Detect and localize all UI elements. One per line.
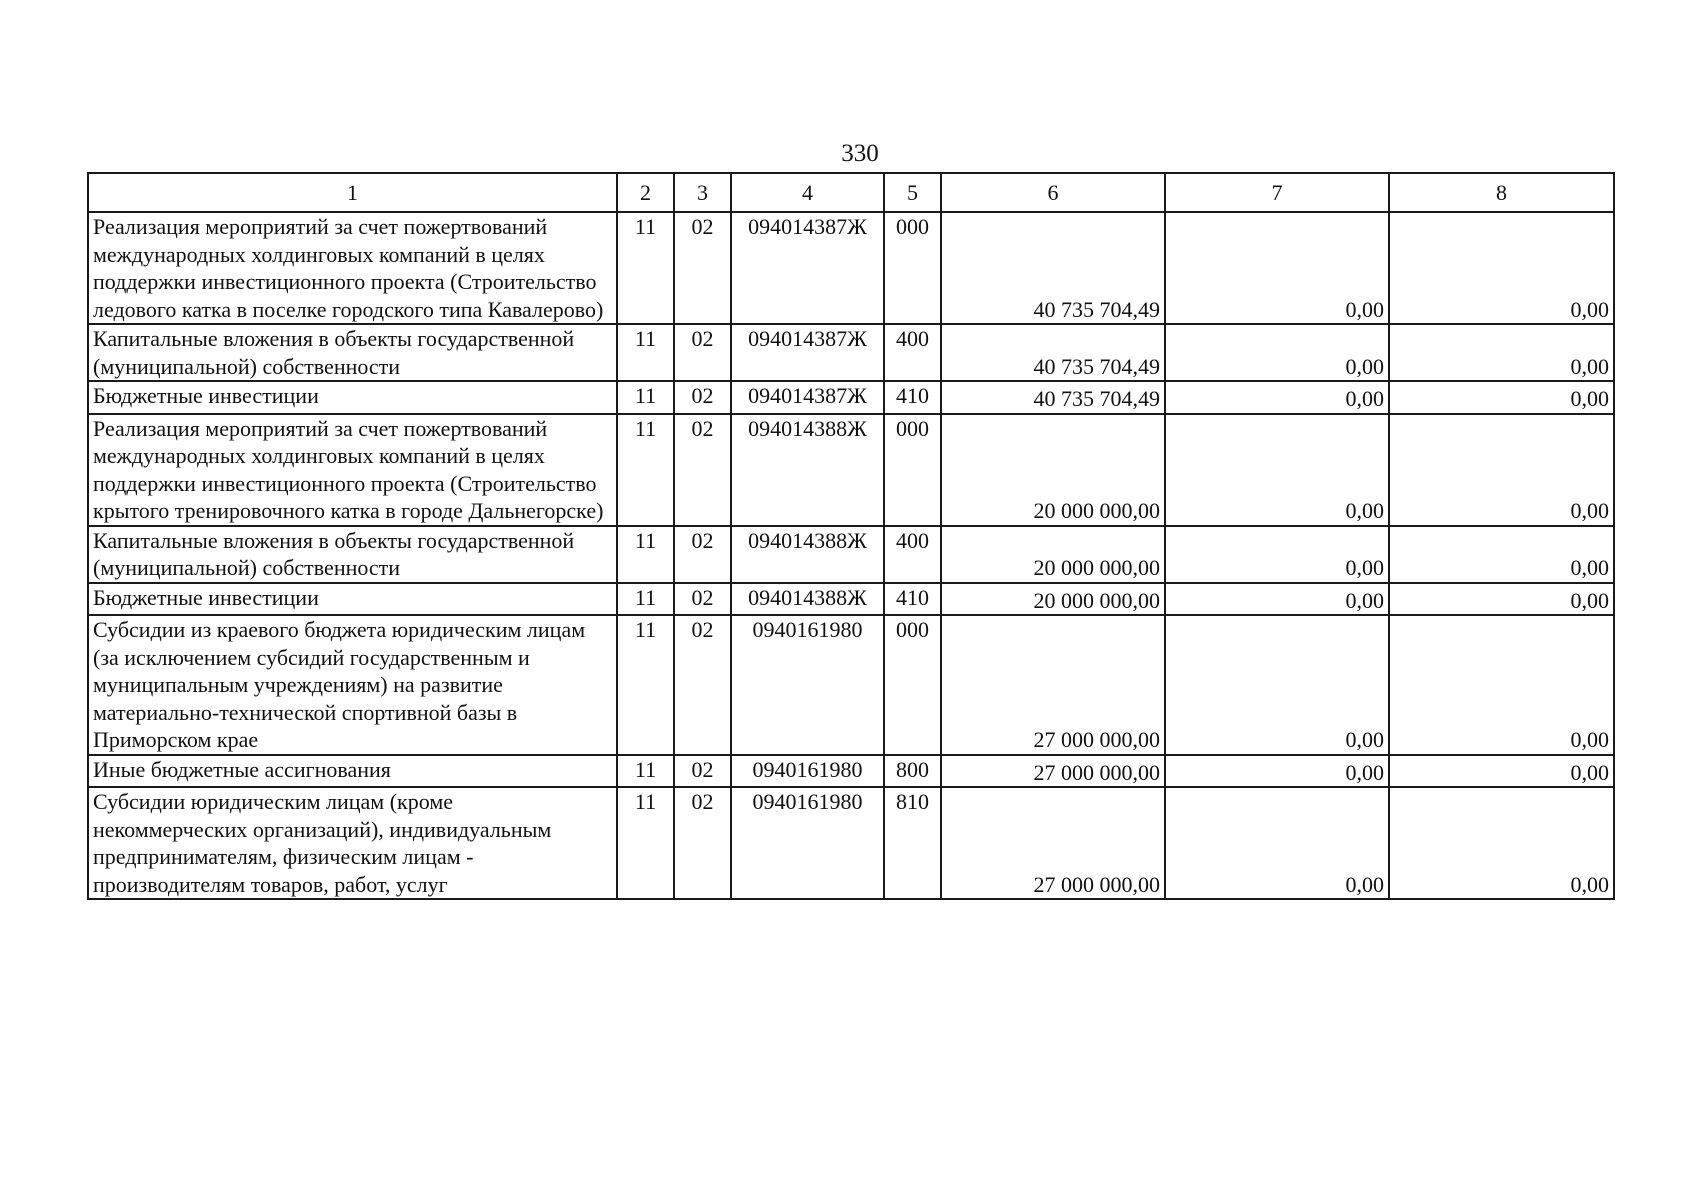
- table-row: [88, 583, 1614, 616]
- table-row: [88, 212, 1614, 324]
- row-amount-col6: 40 735 704,49: [941, 324, 1165, 381]
- row-section: 11: [617, 615, 674, 755]
- table-row: [88, 381, 1614, 414]
- row-target-article: 0940161980: [731, 755, 884, 788]
- row-name: Субсидии из краевого бюджета юридическим лицам (за исключением субсидий государственным и муниципальным учреждениям) на развитие материально-технической спортивной базы в Приморском крае: [88, 615, 617, 755]
- row-amount-col6: 40 735 704,49: [941, 212, 1165, 324]
- table-row: [88, 414, 1614, 526]
- row-amount-col8: 0,00: [1389, 414, 1614, 526]
- row-section: 11: [617, 583, 674, 616]
- header-col-5: 5: [884, 173, 941, 212]
- row-expense-type: 000: [884, 414, 941, 526]
- row-amount-col6: 20 000 000,00: [941, 414, 1165, 526]
- row-amount-col6: 27 000 000,00: [941, 787, 1165, 899]
- row-amount-col7: 0,00: [1165, 615, 1389, 755]
- row-amount-col6: 20 000 000,00: [941, 583, 1165, 616]
- row-amount-col6: 20 000 000,00: [941, 526, 1165, 583]
- table-row: [88, 755, 1614, 788]
- row-target-article: 094014388Ж: [731, 583, 884, 616]
- table-row: [88, 787, 1614, 899]
- row-amount-col7: 0,00: [1165, 583, 1389, 616]
- row-subsection: 02: [674, 615, 731, 755]
- row-expense-type: 000: [884, 212, 941, 324]
- row-expense-type: 410: [884, 583, 941, 616]
- row-amount-col7: 0,00: [1165, 324, 1389, 381]
- row-amount-col8: 0,00: [1389, 787, 1614, 899]
- row-section: 11: [617, 414, 674, 526]
- header-col-4: 4: [731, 173, 884, 212]
- header-col-2: 2: [617, 173, 674, 212]
- row-amount-col7: 0,00: [1165, 414, 1389, 526]
- row-amount-col6: 27 000 000,00: [941, 615, 1165, 755]
- row-target-article: 094014388Ж: [731, 414, 884, 526]
- row-name: Иные бюджетные ассигнования: [88, 755, 617, 788]
- row-target-article: 094014387Ж: [731, 212, 884, 324]
- budget-table: [87, 172, 1615, 900]
- row-expense-type: 800: [884, 755, 941, 788]
- row-subsection: 02: [674, 583, 731, 616]
- header-col-1: 1: [88, 173, 617, 212]
- row-amount-col8: 0,00: [1389, 212, 1614, 324]
- row-section: 11: [617, 324, 674, 381]
- row-amount-col7: 0,00: [1165, 381, 1389, 414]
- row-target-article: 094014387Ж: [731, 324, 884, 381]
- row-subsection: 02: [674, 755, 731, 788]
- row-target-article: 094014387Ж: [731, 381, 884, 414]
- row-amount-col7: 0,00: [1165, 212, 1389, 324]
- row-name: Реализация мероприятий за счет пожертвований международных холдинговых компаний в целях поддержки инвестиционного проекта (Строительство крытого тренировочного катка в городе Дальнегорске): [88, 414, 617, 526]
- row-amount-col7: 0,00: [1165, 526, 1389, 583]
- row-amount-col7: 0,00: [1165, 755, 1389, 788]
- row-section: 11: [617, 381, 674, 414]
- row-subsection: 02: [674, 787, 731, 899]
- table-row: [88, 615, 1614, 755]
- row-name: Бюджетные инвестиции: [88, 381, 617, 414]
- row-section: 11: [617, 787, 674, 899]
- header-col-7: 7: [1165, 173, 1389, 212]
- row-target-article: 094014388Ж: [731, 526, 884, 583]
- row-amount-col8: 0,00: [1389, 324, 1614, 381]
- row-expense-type: 400: [884, 324, 941, 381]
- row-subsection: 02: [674, 381, 731, 414]
- row-subsection: 02: [674, 324, 731, 381]
- row-section: 11: [617, 526, 674, 583]
- table-row: [88, 324, 1614, 381]
- row-amount-col8: 0,00: [1389, 583, 1614, 616]
- row-amount-col7: 0,00: [1165, 787, 1389, 899]
- row-amount-col8: 0,00: [1389, 526, 1614, 583]
- header-col-3: 3: [674, 173, 731, 212]
- row-target-article: 0940161980: [731, 615, 884, 755]
- row-amount-col6: 27 000 000,00: [941, 755, 1165, 788]
- row-amount-col8: 0,00: [1389, 615, 1614, 755]
- row-name: Бюджетные инвестиции: [88, 583, 617, 616]
- row-subsection: 02: [674, 526, 731, 583]
- row-expense-type: 410: [884, 381, 941, 414]
- row-expense-type: 000: [884, 615, 941, 755]
- row-subsection: 02: [674, 212, 731, 324]
- row-name: Реализация мероприятий за счет пожертвований международных холдинговых компаний в целях поддержки инвестиционного проекта (Строительство ледового катка в поселке городского типа Кавалерово): [88, 212, 617, 324]
- header-col-8: 8: [1389, 173, 1614, 212]
- row-expense-type: 810: [884, 787, 941, 899]
- header-row: [88, 173, 1614, 212]
- row-section: 11: [617, 755, 674, 788]
- row-name: Субсидии юридическим лицам (кроме некоммерческих организаций), индивидуальным предпринимателям, физическим лицам - производителям товаров, работ, услуг: [88, 787, 617, 899]
- row-expense-type: 400: [884, 526, 941, 583]
- row-amount-col6: 40 735 704,49: [941, 381, 1165, 414]
- row-name: Капитальные вложения в объекты государственной (муниципальной) собственности: [88, 526, 617, 583]
- header-col-6: 6: [941, 173, 1165, 212]
- row-subsection: 02: [674, 414, 731, 526]
- row-amount-col8: 0,00: [1389, 381, 1614, 414]
- row-amount-col8: 0,00: [1389, 755, 1614, 788]
- row-name: Капитальные вложения в объекты государственной (муниципальной) собственности: [88, 324, 617, 381]
- row-target-article: 0940161980: [731, 787, 884, 899]
- page-number: 330: [841, 140, 879, 167]
- row-section: 11: [617, 212, 674, 324]
- table-row: [88, 526, 1614, 583]
